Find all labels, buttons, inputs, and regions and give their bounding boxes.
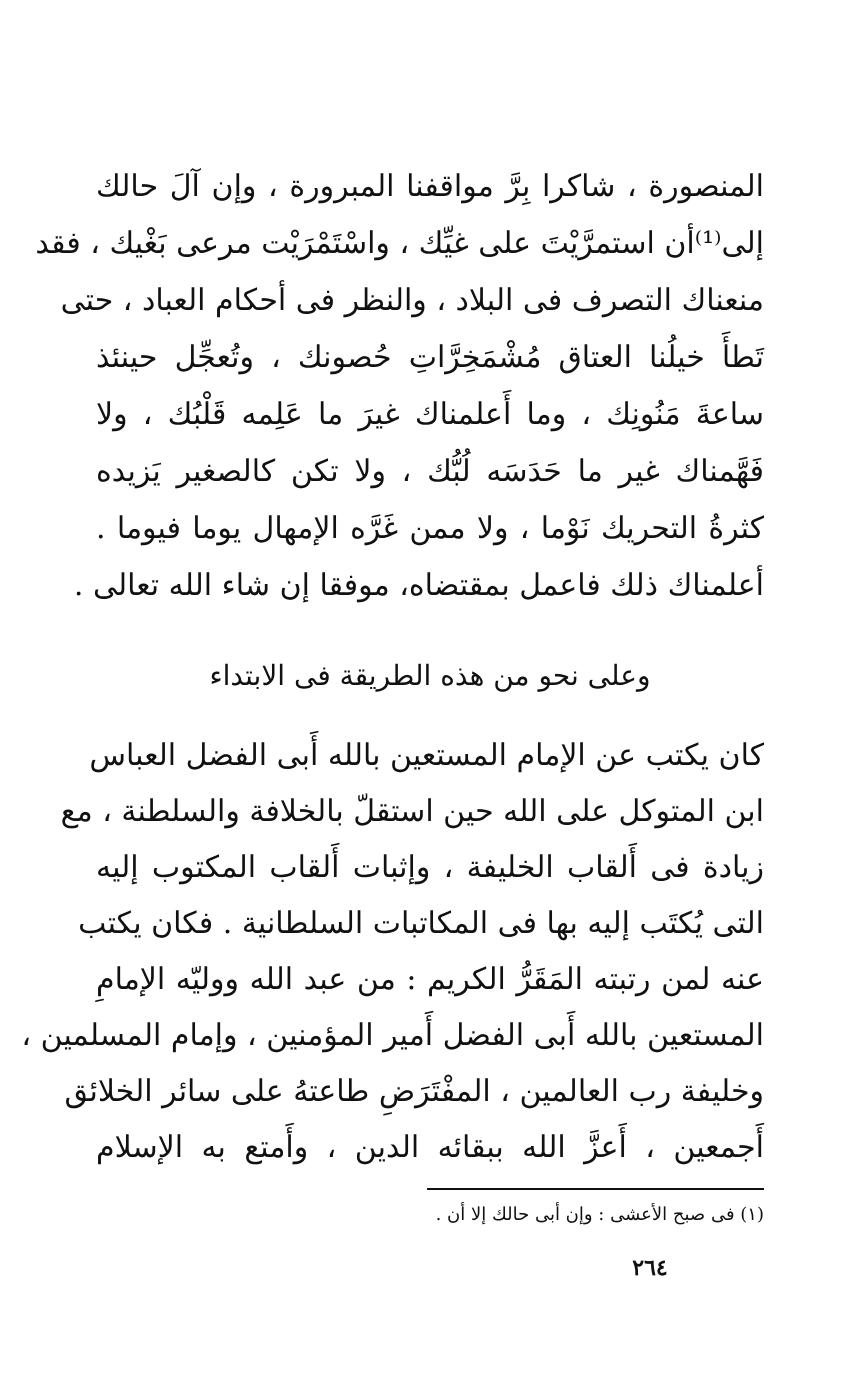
text-line: فَهَّمناك غير ما حَدَسَه لُبُّك ، ولا تكن كالصغير يَزيده [96, 454, 764, 489]
paragraph-main [21, 728, 764, 1176]
text-line: أَجمعين ، أَعزَّ الله ببقائه الدين ، وأَمتع به الإسلام [96, 1130, 764, 1165]
text-line: زيادة فى أَلقاب الخليفة ، وإثبات أَلقاب المكتوب إليه [96, 850, 764, 885]
text-line: أعلمناك ذلك فاعمل بمقتضاه، موفقا إن شاء الله تعالى . [73, 568, 764, 603]
text-line: منعناك التصرف فى البلاد ، والنظر فى أحكام العباد ، حتى [60, 283, 764, 318]
footnote-divider [427, 1188, 764, 1190]
text-line: المنصورة ، شاكرا بِرَّ مواقفنا المبرورة ، وإن آلَ حالك [96, 169, 764, 204]
text-line: إلى⁽¹⁾أن استمرَّيْتَ على غيِّك ، واسْتَمْرَيْت مرعى بَغْيك ، فقد [35, 226, 764, 261]
text-line: ابن المتوكل على الله حين استقلّ بالخلافة والسلطنة ، مع [60, 794, 764, 829]
section-heading: وعلى نحو من هذه الطريقة فى الابتداء [209, 659, 651, 692]
text-line: المستعين بالله أَبى الفضل أَمير المؤمنين ، وإمام المسلمين ، [21, 1018, 764, 1053]
text-line: تَطأَ خيلُنا العتاق مُشْمَخِرَّاتِ حُصونك ، وتُعجِّل حينئذ [96, 340, 764, 375]
page-number: ٢٦٤ [632, 1255, 668, 1281]
text-line: عنه لمن رتبته المَقَرُّ الكريم : من عبد الله ووليّه الإمامِ [96, 962, 764, 997]
text-line: كان يكتب عن الإمام المستعين بالله أَبى الفضل العباس [89, 738, 764, 773]
paragraph-continuation [35, 158, 764, 614]
text-line: التى يُكتَب إليه بها فى المكاتبات السلطانية . فكان يكتب [78, 906, 764, 941]
footnote: (١) فى صبح الأعشى : وإن أبى حالك إلا أن . [435, 1204, 764, 1225]
text-line: وخليفة رب العالمين ، المفْتَرَضِ طاعتهُ على سائر الخلائق [64, 1074, 764, 1109]
text-line: ساعةَ مَنُونِك ، وما أَعلمناك غيرَ ما عَلِمه قَلْبُك ، ولا [96, 397, 764, 432]
text-line: كثرةُ التحريك نَوْما ، ولا ممن غَرَّه الإمهال يوما فيوما . [96, 511, 764, 546]
